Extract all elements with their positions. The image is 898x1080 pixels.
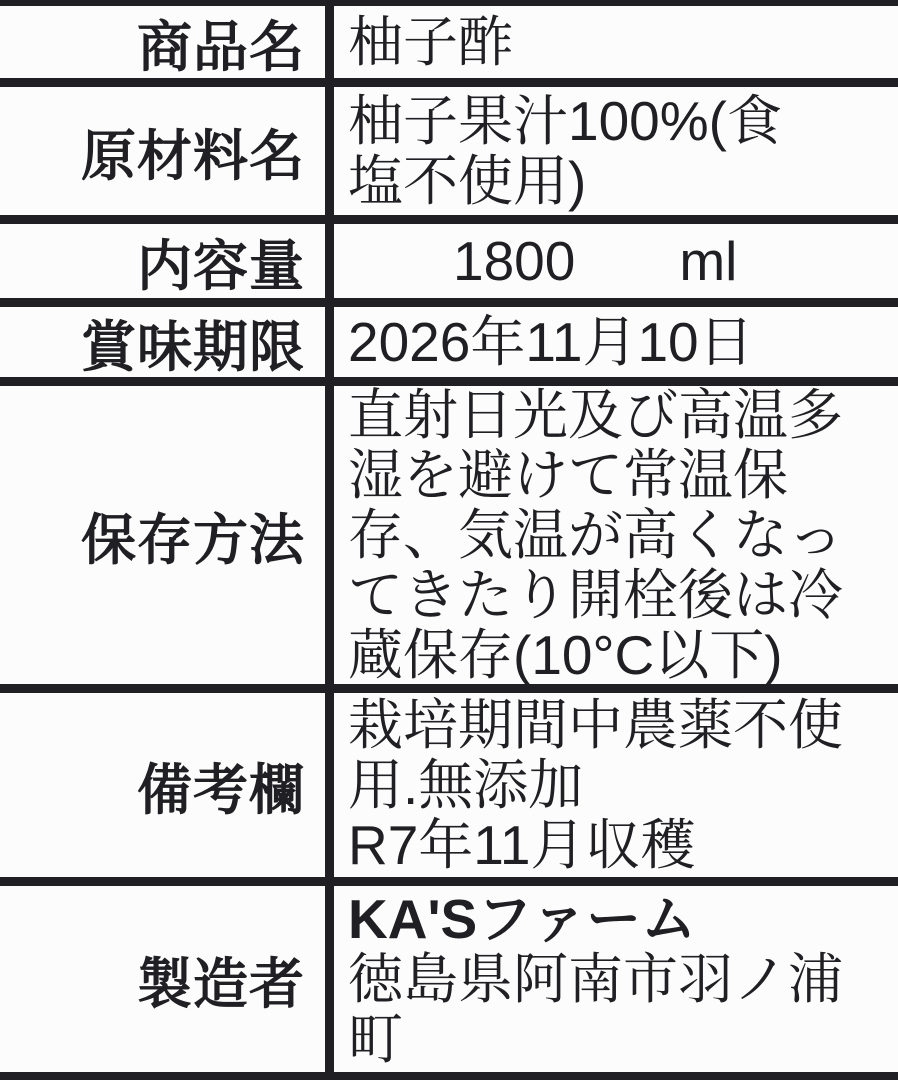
row-value-net-content <box>334 224 898 298</box>
net-content-line <box>348 231 894 291</box>
table-row-storage-method <box>0 386 898 693</box>
net-content-unit: ml <box>679 230 738 292</box>
row-value-storage-method <box>334 386 898 684</box>
storage-line-4: てきたり開栓後は冷 <box>348 564 844 626</box>
table-row-remarks <box>0 693 898 886</box>
row-label-ingredients: 原材料名 <box>0 87 334 215</box>
remarks-line-3: R7年11月収穫 <box>348 814 696 876</box>
table-row-manufacturer <box>0 886 898 1072</box>
row-value-ingredients <box>334 87 898 215</box>
row-value-product-name <box>334 6 898 78</box>
row-label-storage-method: 保存方法 <box>0 386 334 684</box>
row-label-remarks: 備考欄 <box>0 693 334 877</box>
ingredients-line-1: 柚子果汁100%(食 <box>348 90 782 152</box>
row-value-remarks <box>334 693 898 877</box>
remarks-line-2: 用.無添加 <box>348 754 584 816</box>
manufacturer-name: KA'Sファーム <box>348 888 697 950</box>
row-value-manufacturer <box>334 886 898 1072</box>
row-label-manufacturer: 製造者 <box>0 886 334 1072</box>
best-before-value: 2026年11月10日 <box>348 311 754 373</box>
ingredients-line-2: 塩不使用) <box>348 150 587 212</box>
product-name-value: 柚子酢 <box>348 11 514 73</box>
table-row-ingredients <box>0 87 898 224</box>
net-content-amount: 1800 <box>453 230 576 292</box>
row-value-best-before <box>334 307 898 377</box>
row-label-product-name: 商品名 <box>0 6 334 78</box>
manufacturer-address-line-1: 徳島県阿南市羽ノ浦 <box>348 948 844 1010</box>
row-label-best-before: 賞味期限 <box>0 307 334 377</box>
manufacturer-address-line-2: 町 <box>348 1008 404 1070</box>
table-row-product-name <box>0 6 898 87</box>
storage-line-3: 存、気温が高くなっ <box>348 504 844 566</box>
storage-line-5: 蔵保存(10°C以下) <box>348 624 783 686</box>
remarks-line-1: 栽培期間中農薬不使 <box>348 694 844 756</box>
table-row-net-content <box>0 224 898 307</box>
storage-line-2: 湿を避けて常温保 <box>348 444 789 506</box>
row-label-net-content: 内容量 <box>0 224 334 298</box>
table-row-best-before <box>0 307 898 386</box>
storage-line-1: 直射日光及び高温多 <box>348 384 844 446</box>
